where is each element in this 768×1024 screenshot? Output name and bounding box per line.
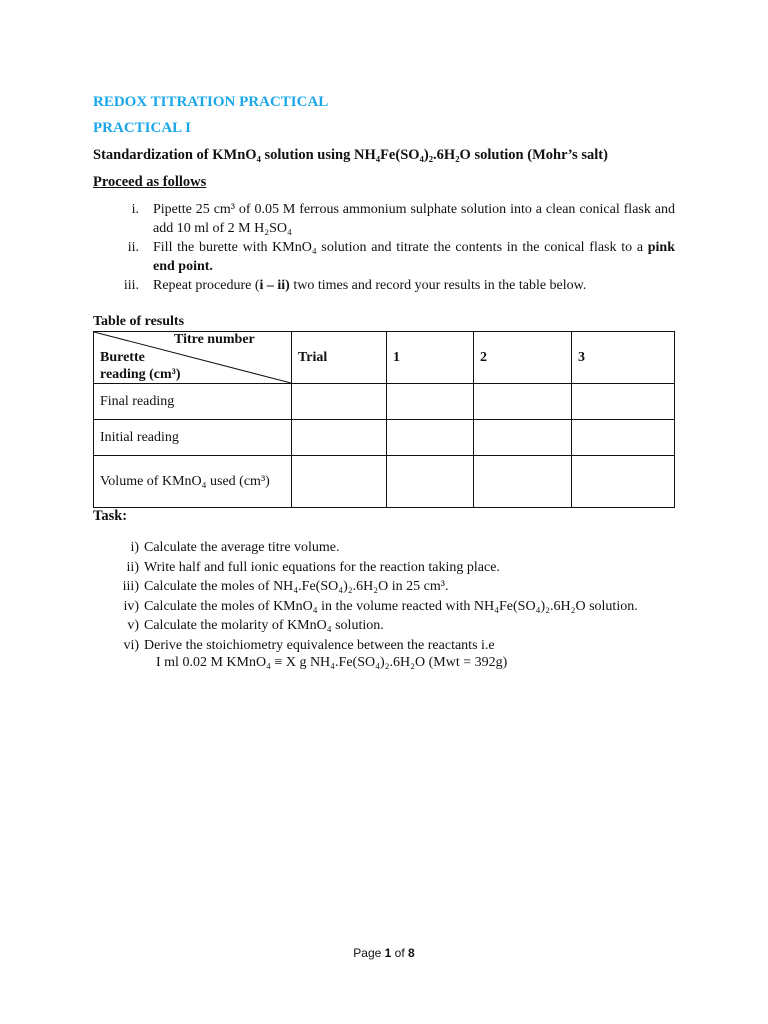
task-number: iv): [123, 598, 139, 614]
table-cell[interactable]: [292, 420, 387, 456]
step-text: two times and record your results in the table below.: [289, 278, 587, 293]
table-cell[interactable]: [292, 384, 387, 420]
list-item: [93, 616, 638, 636]
task-text: Calculate the moles of KMnO₄ in the volume reacted with NH₄Fe(SO₄)₂.6H₂O solution.: [144, 598, 638, 614]
step-text: Pipette 25 cm³ of 0.05 M ferrous ammonium sulphate solution into a clean conical flask and add 10 ml of 2 M H₂SO₄: [153, 202, 675, 236]
titre-number-label: Titre number: [174, 332, 255, 347]
task-number: iii): [122, 579, 139, 594]
current-page: 1: [384, 946, 392, 960]
task-number: vi): [123, 637, 139, 653]
procedure-step: [93, 200, 675, 238]
table-row: [94, 456, 675, 508]
total-pages: 8: [408, 946, 415, 960]
step-text: Fill the burette with KMnO₄ solution and titrate the contents in the conical flask to a: [153, 240, 644, 255]
table-row: [94, 384, 675, 420]
step-number: ii.: [127, 240, 139, 255]
page-word: Page: [353, 946, 382, 960]
burette-reading-label: Burette reading (cm³): [100, 350, 181, 382]
procedure-step: [93, 238, 675, 276]
task-list: [93, 538, 638, 655]
diagonal-header-cell: [94, 332, 292, 384]
table-caption: Table of results: [93, 314, 185, 329]
procedure-steps: [93, 200, 675, 295]
practical-title: PRACTICAL I: [93, 120, 191, 136]
table-row: [94, 420, 675, 456]
step-number: iii.: [123, 278, 139, 293]
step-number: i.: [131, 202, 139, 217]
table-header-row: [94, 332, 675, 384]
row-label: Volume of KMnO₄ used (cm³): [94, 456, 292, 508]
table-cell[interactable]: [474, 456, 572, 508]
table-cell[interactable]: [387, 456, 474, 508]
task-text: Calculate the moles of NH₄.Fe(SO₄)₂.6H₂O in 25 cm³.: [144, 579, 449, 594]
document-title: REDOX TITRATION PRACTICAL: [93, 94, 329, 110]
practical-subtitle: Standardization of KMnO₄ solution using NH₄Fe(SO₄)₂.6H₂O solution (Mohr’s salt): [93, 147, 608, 163]
task-text: Calculate the average titre volume.: [144, 540, 340, 555]
table-cell[interactable]: [387, 420, 474, 456]
table-cell[interactable]: [572, 420, 675, 456]
step-text: Repeat procedure (: [153, 278, 260, 293]
column-header-3: 3: [572, 332, 675, 384]
table-cell[interactable]: [572, 456, 675, 508]
page-footer: [0, 946, 768, 960]
task-text: Calculate the molarity of KMnO₄ solution.: [144, 618, 384, 633]
table-cell[interactable]: [387, 384, 474, 420]
table-cell[interactable]: [474, 420, 572, 456]
table-cell[interactable]: [474, 384, 572, 420]
task-number: ii): [126, 559, 139, 575]
task-number: v): [127, 618, 139, 633]
step-emphasis: pink end point.: [153, 240, 675, 274]
column-header-trial: Trial: [292, 332, 387, 384]
task-heading: Task:: [93, 508, 128, 524]
list-item: [93, 538, 638, 558]
of-word: of: [394, 946, 405, 960]
column-header-2: 2: [474, 332, 572, 384]
list-item: [93, 577, 638, 597]
column-header-1: 1: [387, 332, 474, 384]
list-item: [93, 636, 638, 656]
procedure-heading: Proceed as follows: [93, 174, 207, 190]
task-text: Derive the stoichiometry equivalence between the reactants i.e: [144, 637, 495, 653]
task-number: i): [130, 540, 139, 555]
step-emphasis: i – ii): [259, 278, 290, 293]
results-table: [93, 331, 675, 508]
row-label: Final reading: [94, 384, 292, 420]
list-item: [93, 597, 638, 617]
list-item: [93, 558, 638, 578]
task-text: Write half and full ionic equations for the reaction taking place.: [144, 559, 500, 575]
table-cell[interactable]: [572, 384, 675, 420]
equivalence-expression: I ml 0.02 M KMnO₄ ≡ X g NH₄.Fe(SO₄)₂.6H₂O (Mwt = 392g): [156, 655, 508, 670]
table-cell[interactable]: [292, 456, 387, 508]
procedure-step: [93, 276, 675, 295]
row-label: Initial reading: [94, 420, 292, 456]
